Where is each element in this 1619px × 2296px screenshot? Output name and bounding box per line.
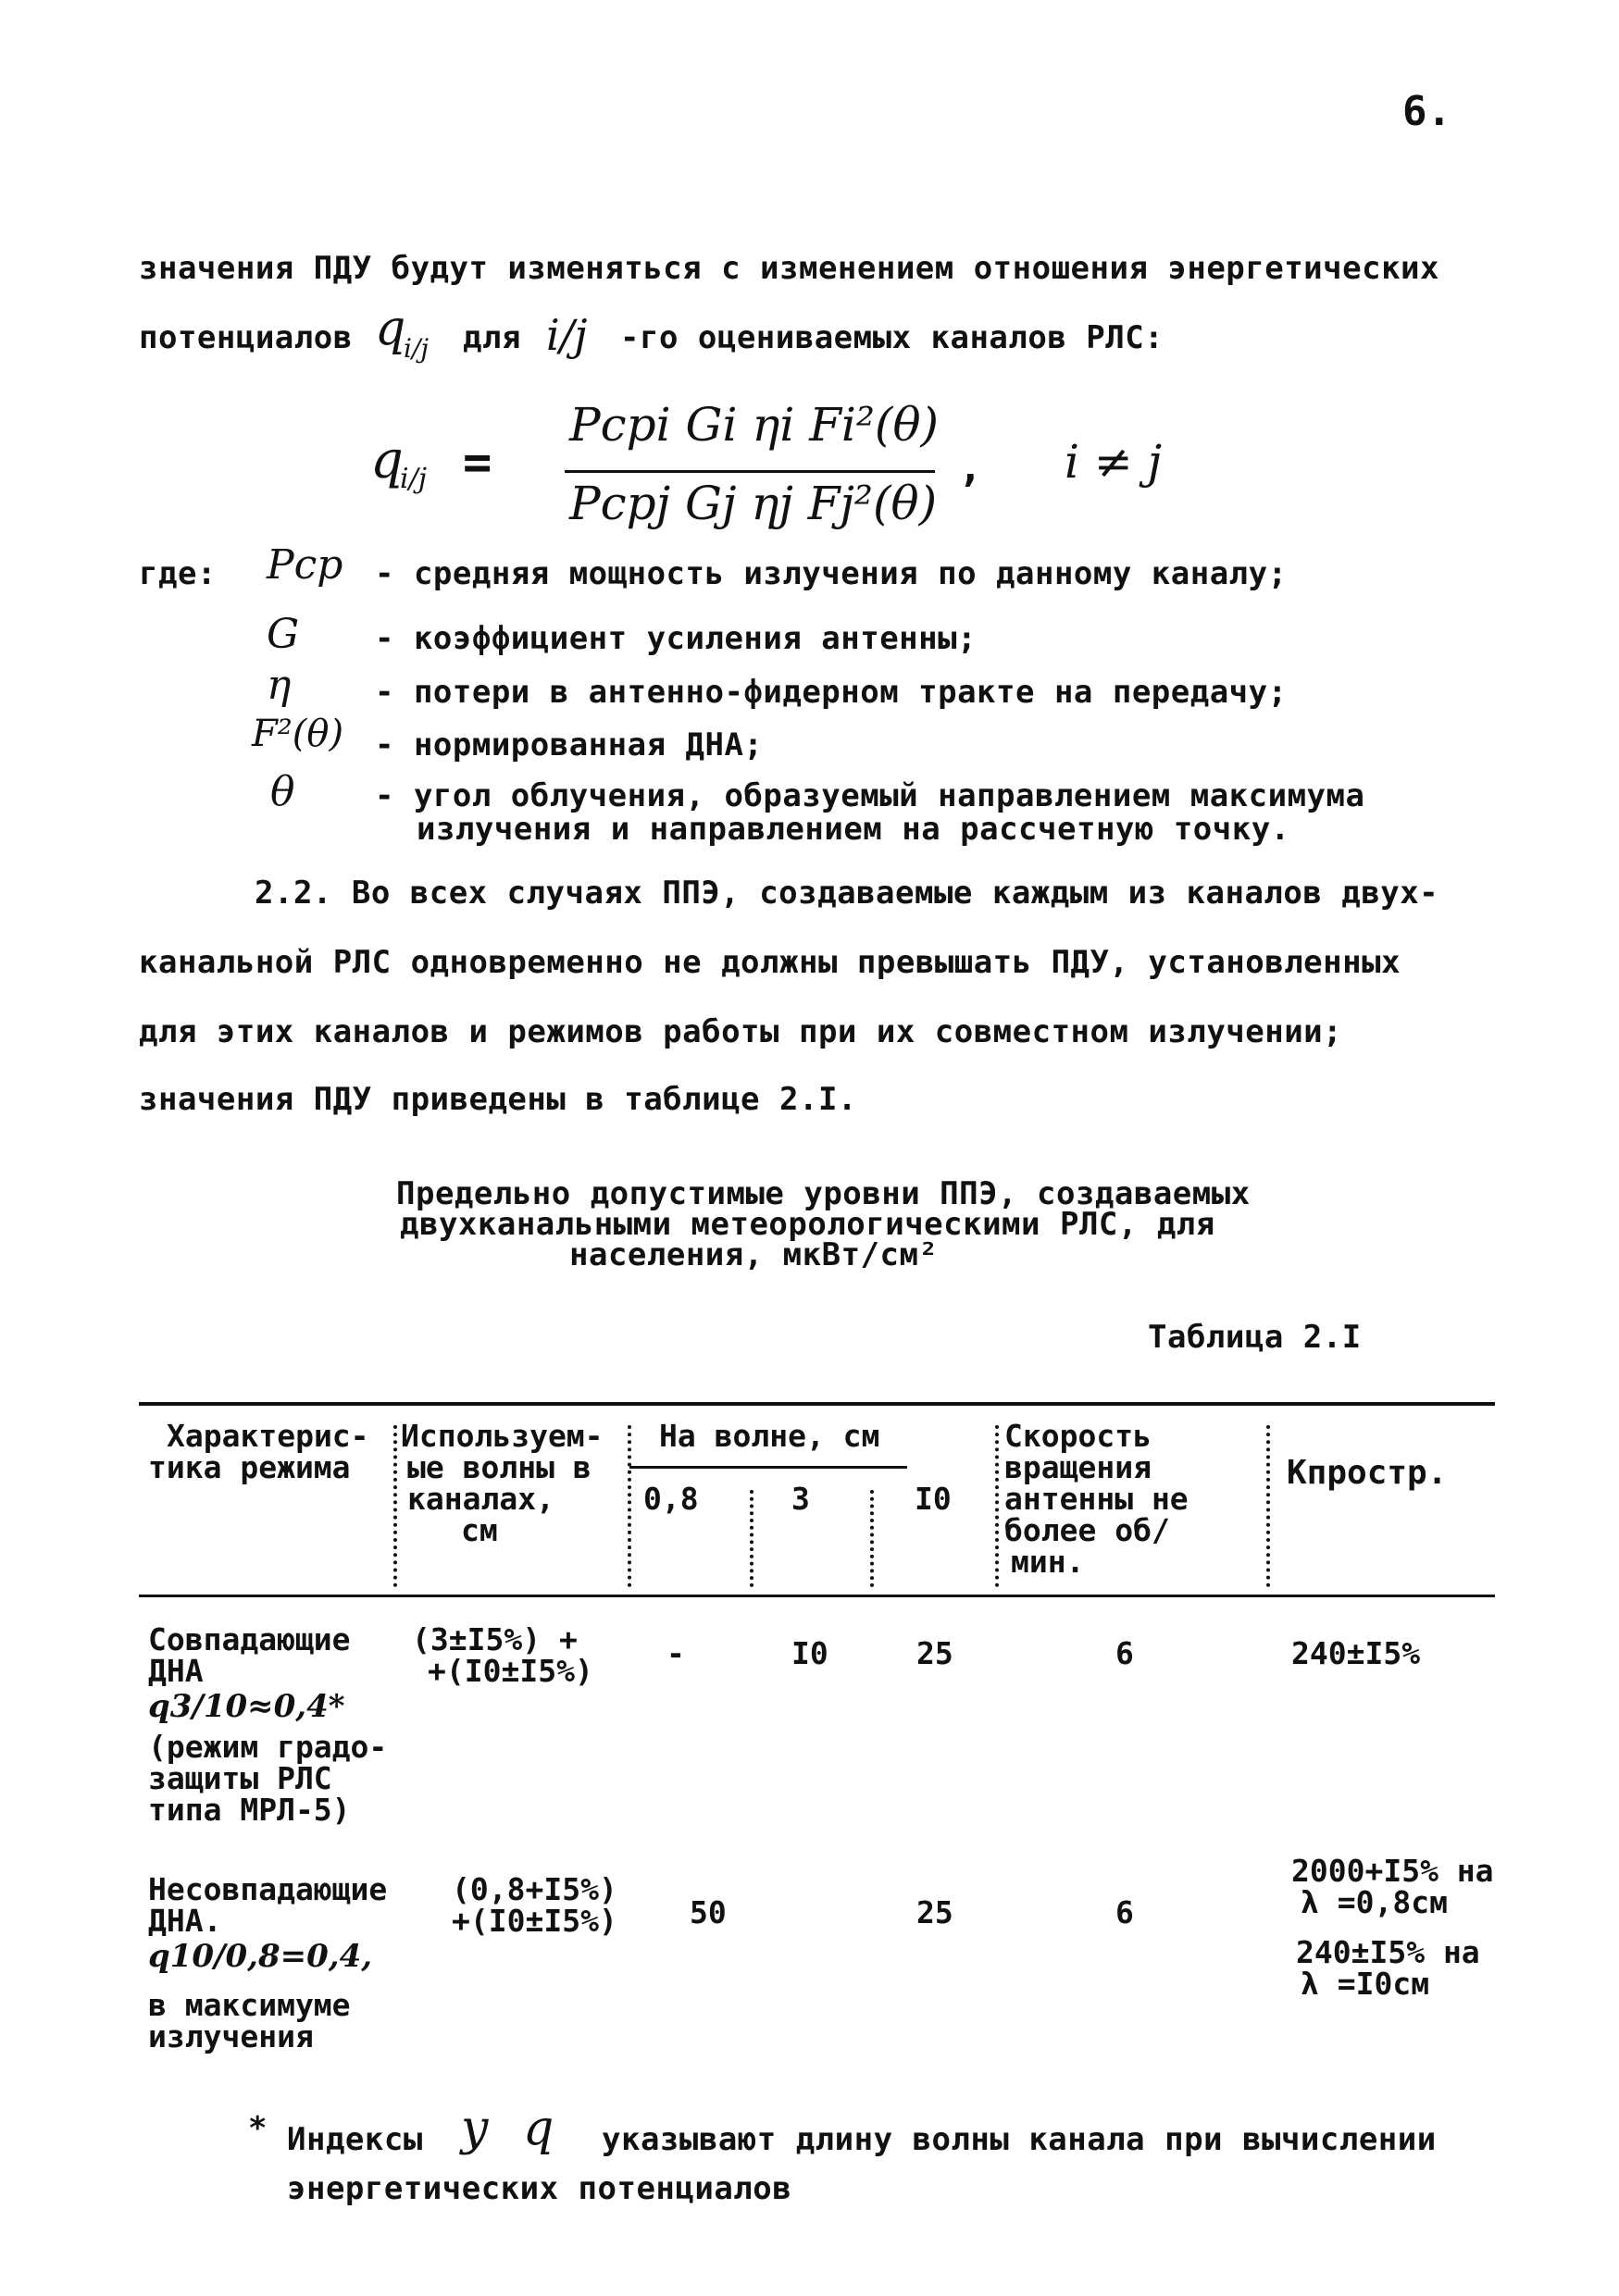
- row-2-wave-0-8: 50: [690, 1894, 727, 1930]
- footnote-line-2: энергетических потенциалов: [287, 2170, 792, 2207]
- row-2-kspace-line-3: 240±I5% на: [1296, 1934, 1480, 1970]
- header-speed-line-1: Скорость: [1004, 1418, 1152, 1454]
- where-label: где:: [139, 555, 217, 592]
- row-2-wave-10: 25: [916, 1894, 953, 1930]
- row-1-speed: 6: [1115, 1635, 1134, 1671]
- row-1-kspace: 240±I5%: [1291, 1635, 1421, 1671]
- header-waves-line-4: см: [461, 1512, 498, 1548]
- definition-text-eta: - потери в антенно-фидерном тракте на передачу;: [375, 674, 1288, 711]
- row-2-mode-line-3: q10/0,8=0,4,: [148, 1938, 373, 1975]
- row-1-waves-line-1: (3±I5%) +: [412, 1621, 578, 1657]
- row-2-mode-line-1: Несовпадающие: [148, 1871, 388, 1907]
- paragraph-2-2-line-3: для этих каналов и режимов работы при их совместном излучении;: [139, 1013, 1343, 1050]
- intro-ij-symbol: i/j: [546, 310, 588, 360]
- column-separator: [750, 1490, 753, 1587]
- formula-fraction-line: [565, 470, 935, 473]
- row-2-mode-line-4: в максимуме: [148, 1987, 351, 2023]
- definition-symbol-pcp: Pср: [267, 541, 343, 589]
- table-title-line-3: населения, мкВт/см²: [569, 1236, 939, 1273]
- formula-comma: ,: [958, 444, 983, 491]
- header-speed-line-4: более об/: [1004, 1512, 1170, 1548]
- intro-line-2-part-3: -го оцениваемых каналов РЛС:: [620, 319, 1164, 356]
- header-speed-line-5: мин.: [1011, 1544, 1085, 1580]
- table-title-line-1: Предельно допустимые уровни ППЭ, создаваемых: [396, 1175, 1251, 1212]
- header-wave-3: 3: [791, 1481, 810, 1517]
- header-speed-line-2: вращения: [1004, 1449, 1152, 1485]
- row-1-mode-line-4: (режим градо-: [148, 1729, 388, 1765]
- table-top-rule: [139, 1402, 1495, 1406]
- header-speed-line-3: антенны не: [1004, 1481, 1189, 1517]
- footnote-line-1-part-1: Индексы: [287, 2121, 423, 2158]
- header-kspace: Kпростр.: [1287, 1454, 1448, 1492]
- intro-line-2-part-2: для: [463, 319, 521, 356]
- header-wave-10: I0: [915, 1481, 952, 1517]
- header-mode-line-2: тика режима: [148, 1449, 351, 1485]
- column-separator: [628, 1425, 631, 1587]
- header-mode-line-1: Характерис-: [167, 1418, 369, 1454]
- intro-q-symbol: q: [375, 301, 406, 356]
- footnote-symbol-q: q: [523, 2101, 554, 2156]
- row-1-mode-line-2: ДНА: [148, 1653, 204, 1689]
- row-1-wave-0-8: -: [666, 1635, 685, 1671]
- wavelength-group-rule: [629, 1466, 907, 1469]
- column-separator: [870, 1490, 874, 1587]
- paragraph-2-2-line-2: канальной РЛС одновременно не должны превышать ПДУ, установленных: [139, 944, 1401, 981]
- column-separator: [1266, 1425, 1270, 1587]
- row-1-mode-line-3: q3/10≈0,4*: [148, 1688, 345, 1725]
- table-label: Таблица 2.I: [1148, 1319, 1362, 1356]
- row-2-kspace-line-1: 2000+I5% на: [1291, 1853, 1494, 1889]
- definition-text-theta: - угол облучения, образуемый направлением максимума: [375, 777, 1365, 814]
- paragraph-2-2-line-4: значения ПДУ приведены в таблице 2.I.: [139, 1081, 857, 1118]
- row-1-mode-line-1: Совпадающие: [148, 1621, 351, 1657]
- row-2-mode-line-5: излучения: [148, 2018, 314, 2054]
- definition-symbol-g: G: [267, 611, 300, 658]
- row-1-mode-line-5: защиты РЛС: [148, 1760, 332, 1796]
- definition-symbol-f: F²(θ): [252, 713, 344, 755]
- row-1-waves-line-2: +(I0±I5%): [428, 1653, 593, 1689]
- row-2-waves-line-1: (0,8+I5%): [452, 1871, 617, 1907]
- definition-text-pcp: - средняя мощность излучения по данному каналу;: [375, 555, 1288, 592]
- footnote-symbol-y: y: [461, 2101, 489, 2156]
- row-1-mode-line-6: типа МРЛ-5): [148, 1792, 351, 1828]
- formula-numerator: Pcpi Gi ηi Fi²(θ): [569, 398, 940, 452]
- definition-text-theta-2: излучения и направлением на рассчетную точку.: [417, 811, 1290, 848]
- footnote-mark: *: [248, 2110, 268, 2147]
- definition-text-f: - нормированная ДНА;: [375, 726, 764, 763]
- formula-condition: i ≠ j: [1065, 435, 1163, 489]
- formula-equals: =: [463, 435, 492, 490]
- header-waves-line-1: Используем-: [401, 1418, 604, 1454]
- row-2-kspace-line-4: λ =I0см: [1301, 1966, 1430, 2002]
- header-waves-line-2: ые волны в: [407, 1449, 592, 1485]
- row-2-mode-line-2: ДНА.: [148, 1903, 222, 1939]
- intro-line-1: значения ПДУ будут изменяться с изменением отношения энергетических: [139, 250, 1439, 287]
- header-waves-line-3: каналах,: [407, 1481, 554, 1517]
- header-wave-0-8: 0,8: [643, 1481, 699, 1517]
- formula-lhs-subscript: i/j: [400, 463, 428, 495]
- intro-q-subscript: i/j: [404, 333, 430, 364]
- row-2-speed: 6: [1115, 1894, 1134, 1930]
- intro-line-2-part-1: потенциалов: [139, 319, 353, 356]
- paragraph-2-2-line-1: 2.2. Во всех случаях ППЭ, создаваемые каждым из каналов двух-: [255, 875, 1439, 912]
- formula-denominator: Pcpj Gj ηj Fj²(θ): [569, 477, 938, 530]
- definition-symbol-eta: η: [267, 662, 292, 709]
- page-number: 6.: [1402, 88, 1451, 135]
- header-wavelength-group: На волне, см: [659, 1418, 880, 1454]
- column-separator: [995, 1425, 999, 1587]
- row-2-kspace-line-2: λ =0,8см: [1301, 1884, 1448, 1920]
- table-title-line-2: двухканальными метеорологическими РЛС, для: [400, 1206, 1215, 1243]
- column-separator: [393, 1425, 397, 1587]
- row-1-wave-3: I0: [791, 1635, 828, 1671]
- definition-symbol-theta: θ: [270, 768, 295, 815]
- definition-text-g: - коэффициент усиления антенны;: [375, 620, 978, 657]
- footnote-line-1-part-2: указывают длину волны канала при вычислении: [602, 2121, 1437, 2158]
- row-1-wave-10: 25: [916, 1635, 953, 1671]
- row-2-waves-line-2: +(I0±I5%): [452, 1903, 617, 1939]
- table-header-rule: [139, 1595, 1495, 1597]
- formula-lhs: q: [370, 430, 404, 490]
